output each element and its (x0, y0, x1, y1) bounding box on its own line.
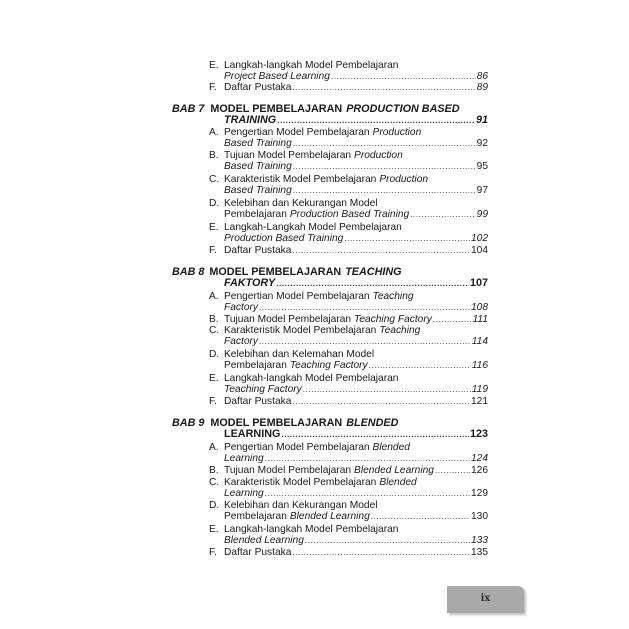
toc-item-title: Langkah-langkah Model Pembelajaran (224, 524, 399, 535)
toc-item[interactable]: Daftar Pustaka ..... 121 (224, 396, 488, 407)
chapter-heading-cont[interactable]: LEARNING ..... 123 (224, 429, 488, 440)
item-letter: E. (209, 60, 219, 71)
chapter-heading-cont[interactable]: FAKTORY ..... 107 (224, 278, 488, 289)
toc-item[interactable]: Based Training ..... 97 (224, 185, 488, 196)
toc-item[interactable]: Pembelajaran Blended Learning ..... 130 (224, 511, 488, 522)
chapter-heading-cont[interactable]: TRAINING ..... 91 (224, 115, 488, 126)
toc-item-title: Karakteristik Model Pembelajaran Blended (224, 477, 417, 488)
item-letter: A. (209, 291, 219, 302)
item-letter: C. (209, 325, 220, 336)
toc-item[interactable]: Tujuan Model Pembelajaran Teaching Factory ..... 111 (224, 314, 488, 325)
toc-item-title: Kelebihan dan Kelemahan Model (224, 349, 375, 360)
toc-item-title: Kelebihan dan Kekurangan Model (224, 198, 378, 209)
toc-item-title: Langkah-Langkah Model Pembelajaran (224, 222, 402, 233)
toc-item-title: Pengertian Model Pembelajaran Blended (224, 442, 410, 453)
toc-item[interactable]: Learning ..... 129 (224, 488, 488, 499)
toc-item-title: Karakteristik Model Pembelajaran Teaching (224, 325, 421, 336)
item-letter: F. (209, 547, 217, 558)
item-letter: A. (209, 442, 219, 453)
toc-item[interactable]: Pembelajaran Teaching Factory ..... 116 (224, 360, 488, 371)
toc-item[interactable]: Daftar Pustaka ..... 89 (224, 82, 488, 93)
toc-item[interactable]: Based Training ..... 95 (224, 161, 488, 172)
item-letter: F. (209, 245, 217, 256)
toc-item[interactable]: Teaching Factory ..... 119 (224, 384, 488, 395)
toc-item[interactable]: Blended Learning ..... 133 (224, 535, 488, 546)
toc-item[interactable]: Learning ..... 124 (224, 453, 488, 464)
page-number-tab (447, 586, 524, 613)
item-letter: F. (209, 396, 217, 407)
chapter-heading: BAB 8 MODEL PEMBELAJARAN TEACHING (172, 266, 402, 278)
toc-item[interactable]: Tujuan Model Pembelajaran Blended Learning ..... 126 (224, 465, 488, 476)
toc-item-title: Pengertian Model Pembelajaran Production (224, 127, 422, 138)
item-letter: D. (209, 500, 220, 511)
item-letter: F. (209, 82, 217, 93)
item-letter: E. (209, 524, 219, 535)
toc-item-title: Pengertian Model Pembelajaran Teaching (224, 291, 414, 302)
toc-item-title: Tujuan Model Pembelajaran Production (224, 150, 403, 161)
toc-item-title: Langkah-langkah Model Pembelajaran (224, 373, 399, 384)
toc-item[interactable]: Factory ..... 108 (224, 302, 488, 313)
item-letter: C. (209, 477, 220, 488)
chapter-heading: BAB 7 MODEL PEMBELAJARAN PRODUCTION BASED (172, 103, 460, 115)
item-letter: D. (209, 198, 220, 209)
item-letter: C. (209, 174, 220, 185)
item-letter: D. (209, 349, 220, 360)
toc-item[interactable]: Project Based Learning ..... 86 (224, 71, 488, 82)
item-letter: A. (209, 127, 219, 138)
chapter-heading: BAB 9 MODEL PEMBELAJARAN BLENDED (172, 417, 399, 429)
item-letter: E. (209, 373, 219, 384)
item-letter: E. (209, 222, 219, 233)
toc-item[interactable]: Pembelajaran Production Based Training ..... 99 (224, 209, 488, 220)
item-letter: B. (209, 465, 219, 476)
toc-item[interactable]: Daftar Pustaka ..... 104 (224, 245, 488, 256)
page-number: ix (480, 593, 491, 604)
toc-item-title: Kelebihan dan Kekurangan Model (224, 500, 378, 511)
item-letter: B. (209, 150, 219, 161)
toc-item[interactable]: Daftar Pustaka ..... 135 (224, 547, 488, 558)
toc-item[interactable]: Based Training ..... 92 (224, 138, 488, 149)
toc-item[interactable]: Production Based Training ..... 102 (224, 233, 488, 244)
toc-item[interactable]: Factory ..... 114 (224, 336, 488, 347)
toc-item-title: Langkah-langkah Model Pembelajaran (224, 60, 399, 71)
toc-item-title: Karakteristik Model Pembelajaran Production (224, 174, 429, 185)
item-letter: B. (209, 314, 219, 325)
